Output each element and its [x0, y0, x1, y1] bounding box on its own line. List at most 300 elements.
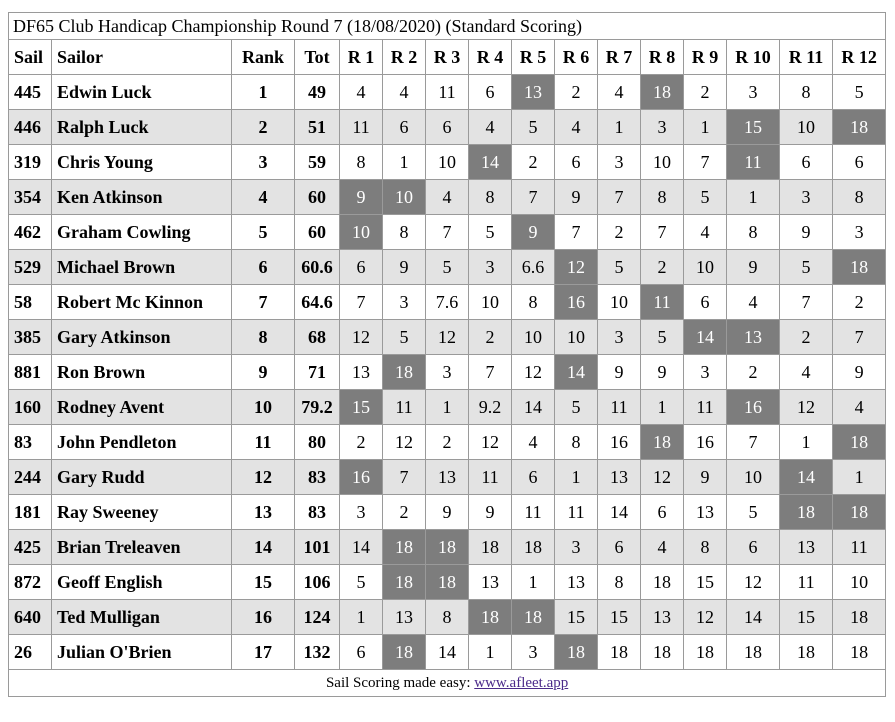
race-score: 6	[780, 145, 833, 180]
sailor-name: Ray Sweeney	[52, 495, 232, 530]
sail-number: 462	[9, 215, 52, 250]
race-score: 4	[426, 180, 469, 215]
rank: 14	[232, 530, 295, 565]
race-score: 8	[684, 530, 727, 565]
total: 83	[295, 495, 340, 530]
table-row	[9, 495, 886, 530]
sail-number: 354	[9, 180, 52, 215]
sail-number: 881	[9, 355, 52, 390]
race-score: 2	[426, 425, 469, 460]
race-score: 7	[727, 425, 780, 460]
race-score: 14	[684, 320, 727, 355]
race-score: 3	[598, 145, 641, 180]
race-score: 9	[598, 355, 641, 390]
race-score: 5	[727, 495, 780, 530]
sail-number: 83	[9, 425, 52, 460]
race-score: 3	[684, 355, 727, 390]
race-score: 11	[684, 390, 727, 425]
rank: 7	[232, 285, 295, 320]
sail-number: 445	[9, 75, 52, 110]
race-score: 6	[684, 285, 727, 320]
rank: 2	[232, 110, 295, 145]
race-score: 13	[555, 565, 598, 600]
results-body	[9, 75, 886, 670]
race-score: 18	[833, 110, 886, 145]
race-score: 12	[512, 355, 555, 390]
table-row	[9, 145, 886, 180]
race-score: 5	[426, 250, 469, 285]
race-score: 11	[426, 75, 469, 110]
race-score: 12	[426, 320, 469, 355]
rank: 17	[232, 635, 295, 670]
race-score: 7	[469, 355, 512, 390]
rank: 16	[232, 600, 295, 635]
sail-number: 640	[9, 600, 52, 635]
race-score: 6	[426, 110, 469, 145]
table-row	[9, 600, 886, 635]
race-score: 5	[555, 390, 598, 425]
race-score: 18	[833, 425, 886, 460]
race-score: 11	[727, 145, 780, 180]
race-score: 18	[383, 565, 426, 600]
race-score: 10	[780, 110, 833, 145]
race-score: 7	[641, 215, 684, 250]
rank: 5	[232, 215, 295, 250]
race-score: 4	[641, 530, 684, 565]
race-score: 3	[833, 215, 886, 250]
race-score: 18	[512, 530, 555, 565]
race-score: 18	[512, 600, 555, 635]
race-score: 13	[426, 460, 469, 495]
race-score: 12	[641, 460, 684, 495]
total: 71	[295, 355, 340, 390]
race-score: 9	[780, 215, 833, 250]
race-score: 4	[780, 355, 833, 390]
race-score: 12	[727, 565, 780, 600]
race-score: 3	[469, 250, 512, 285]
race-score: 14	[555, 355, 598, 390]
sail-number: 58	[9, 285, 52, 320]
header-race-10: R 10	[727, 40, 780, 75]
race-score: 18	[426, 530, 469, 565]
table-row	[9, 250, 886, 285]
race-score: 7	[383, 460, 426, 495]
header-sail: Sail	[9, 40, 52, 75]
total: 68	[295, 320, 340, 355]
total: 124	[295, 600, 340, 635]
race-score: 11	[598, 390, 641, 425]
sailor-name: Ken Atkinson	[52, 180, 232, 215]
race-score: 9	[383, 250, 426, 285]
race-score: 15	[727, 110, 780, 145]
results-table	[8, 12, 886, 697]
race-score: 11	[512, 495, 555, 530]
race-score: 8	[555, 425, 598, 460]
total: 60	[295, 180, 340, 215]
race-score: 15	[555, 600, 598, 635]
table-row	[9, 215, 886, 250]
header-race-11: R 11	[780, 40, 833, 75]
race-score: 8	[833, 180, 886, 215]
race-score: 8	[469, 180, 512, 215]
race-score: 3	[340, 495, 383, 530]
sail-number: 872	[9, 565, 52, 600]
race-score: 10	[555, 320, 598, 355]
race-score: 12	[469, 425, 512, 460]
sailor-name: Graham Cowling	[52, 215, 232, 250]
race-score: 10	[426, 145, 469, 180]
afleet-link[interactable]: www.afleet.app	[474, 674, 569, 691]
sailor-name: Chris Young	[52, 145, 232, 180]
rank: 4	[232, 180, 295, 215]
table-row	[9, 390, 886, 425]
total: 79.2	[295, 390, 340, 425]
race-score: 5	[469, 215, 512, 250]
race-score: 18	[555, 635, 598, 670]
rank: 15	[232, 565, 295, 600]
race-score: 7	[833, 320, 886, 355]
total: 106	[295, 565, 340, 600]
header-race-9: R 9	[684, 40, 727, 75]
sailor-name: Ralph Luck	[52, 110, 232, 145]
race-score: 2	[684, 75, 727, 110]
total: 49	[295, 75, 340, 110]
table-row	[9, 425, 886, 460]
race-score: 9	[684, 460, 727, 495]
race-score: 14	[426, 635, 469, 670]
header-sailor: Sailor	[52, 40, 232, 75]
race-score: 8	[383, 215, 426, 250]
race-score: 14	[780, 460, 833, 495]
rank: 11	[232, 425, 295, 460]
race-score: 16	[555, 285, 598, 320]
race-score: 8	[780, 75, 833, 110]
race-score: 18	[383, 635, 426, 670]
race-score: 3	[555, 530, 598, 565]
total: 60	[295, 215, 340, 250]
race-score: 16	[340, 460, 383, 495]
table-row	[9, 460, 886, 495]
race-score: 18	[641, 635, 684, 670]
race-score: 7	[555, 215, 598, 250]
footer-row	[9, 670, 886, 697]
sail-number: 529	[9, 250, 52, 285]
race-score: 8	[512, 285, 555, 320]
race-score: 11	[780, 565, 833, 600]
race-score: 13	[469, 565, 512, 600]
table-title: DF65 Club Handicap Championship Round 7 (18/08/2020) (Standard Scoring)	[9, 13, 886, 40]
race-score: 18	[641, 75, 684, 110]
race-score: 18	[469, 530, 512, 565]
race-score: 4	[727, 285, 780, 320]
race-score: 7	[426, 215, 469, 250]
sail-number: 446	[9, 110, 52, 145]
total: 132	[295, 635, 340, 670]
race-score: 18	[469, 600, 512, 635]
race-score: 1	[469, 635, 512, 670]
race-score: 10	[340, 215, 383, 250]
race-score: 15	[598, 600, 641, 635]
rank: 3	[232, 145, 295, 180]
race-score: 7	[684, 145, 727, 180]
race-score: 3	[512, 635, 555, 670]
race-score: 13	[727, 320, 780, 355]
race-score: 10	[833, 565, 886, 600]
total: 60.6	[295, 250, 340, 285]
total: 59	[295, 145, 340, 180]
header-race-6: R 6	[555, 40, 598, 75]
race-score: 6	[598, 530, 641, 565]
table-row	[9, 285, 886, 320]
race-score: 18	[426, 565, 469, 600]
table-row	[9, 320, 886, 355]
race-score: 3	[383, 285, 426, 320]
race-score: 2	[383, 495, 426, 530]
race-score: 2	[727, 355, 780, 390]
race-score: 9	[555, 180, 598, 215]
sailor-name: Rodney Avent	[52, 390, 232, 425]
header-race-7: R 7	[598, 40, 641, 75]
race-score: 1	[833, 460, 886, 495]
race-score: 6	[727, 530, 780, 565]
race-score: 12	[780, 390, 833, 425]
race-score: 4	[512, 425, 555, 460]
race-score: 3	[598, 320, 641, 355]
table-row	[9, 565, 886, 600]
total: 101	[295, 530, 340, 565]
race-score: 2	[780, 320, 833, 355]
race-score: 15	[684, 565, 727, 600]
race-score: 9	[512, 215, 555, 250]
race-score: 4	[469, 110, 512, 145]
race-score: 13	[340, 355, 383, 390]
header-race-2: R 2	[383, 40, 426, 75]
race-score: 9	[426, 495, 469, 530]
table-row	[9, 75, 886, 110]
race-score: 18	[727, 635, 780, 670]
race-score: 4	[555, 110, 598, 145]
race-score: 14	[340, 530, 383, 565]
sailor-name: Robert Mc Kinnon	[52, 285, 232, 320]
race-score: 15	[340, 390, 383, 425]
race-score: 7	[598, 180, 641, 215]
race-score: 8	[727, 215, 780, 250]
race-score: 13	[684, 495, 727, 530]
header-race-1: R 1	[340, 40, 383, 75]
race-score: 10	[641, 145, 684, 180]
race-score: 6	[512, 460, 555, 495]
total: 80	[295, 425, 340, 460]
header-race-12: R 12	[833, 40, 886, 75]
race-score: 3	[641, 110, 684, 145]
race-score: 2	[833, 285, 886, 320]
header-race-5: R 5	[512, 40, 555, 75]
race-score: 15	[780, 600, 833, 635]
race-score: 1	[512, 565, 555, 600]
title-row	[9, 13, 886, 40]
race-score: 12	[340, 320, 383, 355]
sailor-name: Brian Treleaven	[52, 530, 232, 565]
sail-number: 244	[9, 460, 52, 495]
race-score: 3	[727, 75, 780, 110]
race-score: 13	[512, 75, 555, 110]
race-score: 16	[684, 425, 727, 460]
race-score: 8	[426, 600, 469, 635]
race-score: 4	[684, 215, 727, 250]
race-score: 9	[469, 495, 512, 530]
race-score: 4	[598, 75, 641, 110]
total: 51	[295, 110, 340, 145]
header-rank: Rank	[232, 40, 295, 75]
table-row	[9, 530, 886, 565]
race-score: 10	[469, 285, 512, 320]
rank: 8	[232, 320, 295, 355]
race-score: 9	[641, 355, 684, 390]
race-score: 12	[684, 600, 727, 635]
race-score: 6	[340, 250, 383, 285]
table-row	[9, 180, 886, 215]
race-score: 18	[383, 355, 426, 390]
race-score: 1	[684, 110, 727, 145]
race-score: 6	[383, 110, 426, 145]
footer	[9, 670, 886, 697]
race-score: 7	[512, 180, 555, 215]
race-score: 18	[780, 635, 833, 670]
race-score: 11	[641, 285, 684, 320]
header-tot: Tot	[295, 40, 340, 75]
race-score: 18	[833, 250, 886, 285]
race-score: 5	[340, 565, 383, 600]
race-score: 9.2	[469, 390, 512, 425]
race-score: 5	[684, 180, 727, 215]
race-score: 6	[641, 495, 684, 530]
race-score: 1	[555, 460, 598, 495]
table-row	[9, 635, 886, 670]
race-score: 18	[641, 565, 684, 600]
race-score: 8	[598, 565, 641, 600]
race-score: 6	[340, 635, 383, 670]
race-score: 7	[340, 285, 383, 320]
sail-number: 26	[9, 635, 52, 670]
race-score: 10	[684, 250, 727, 285]
race-score: 18	[780, 495, 833, 530]
header-race-3: R 3	[426, 40, 469, 75]
race-score: 5	[383, 320, 426, 355]
race-score: 1	[426, 390, 469, 425]
race-score: 9	[340, 180, 383, 215]
race-score: 1	[641, 390, 684, 425]
race-score: 5	[780, 250, 833, 285]
race-score: 11	[340, 110, 383, 145]
sail-number: 160	[9, 390, 52, 425]
sailor-name: Julian O'Brien	[52, 635, 232, 670]
rank: 1	[232, 75, 295, 110]
race-score: 2	[340, 425, 383, 460]
race-score: 4	[340, 75, 383, 110]
race-score: 2	[641, 250, 684, 285]
race-score: 8	[641, 180, 684, 215]
race-score: 18	[598, 635, 641, 670]
table-row	[9, 355, 886, 390]
race-score: 3	[426, 355, 469, 390]
race-score: 12	[555, 250, 598, 285]
race-score: 5	[598, 250, 641, 285]
race-score: 16	[598, 425, 641, 460]
race-score: 11	[833, 530, 886, 565]
race-score: 5	[641, 320, 684, 355]
sailor-name: John Pendleton	[52, 425, 232, 460]
sailor-name: Ron Brown	[52, 355, 232, 390]
race-score: 7	[780, 285, 833, 320]
race-score: 1	[340, 600, 383, 635]
race-score: 1	[727, 180, 780, 215]
sail-number: 181	[9, 495, 52, 530]
race-score: 5	[512, 110, 555, 145]
race-score: 13	[383, 600, 426, 635]
race-score: 12	[383, 425, 426, 460]
race-score: 2	[512, 145, 555, 180]
race-score: 4	[833, 390, 886, 425]
header-race-8: R 8	[641, 40, 684, 75]
rank: 9	[232, 355, 295, 390]
race-score: 11	[383, 390, 426, 425]
rank: 12	[232, 460, 295, 495]
race-score: 16	[727, 390, 780, 425]
race-score: 2	[598, 215, 641, 250]
race-score: 14	[512, 390, 555, 425]
sailor-name: Gary Rudd	[52, 460, 232, 495]
rank: 13	[232, 495, 295, 530]
total: 83	[295, 460, 340, 495]
race-score: 18	[833, 600, 886, 635]
race-score: 11	[555, 495, 598, 530]
race-score: 13	[780, 530, 833, 565]
rank: 10	[232, 390, 295, 425]
sail-number: 319	[9, 145, 52, 180]
race-score: 2	[555, 75, 598, 110]
race-score: 18	[383, 530, 426, 565]
sailor-name: Gary Atkinson	[52, 320, 232, 355]
sailor-name: Edwin Luck	[52, 75, 232, 110]
race-score: 3	[780, 180, 833, 215]
race-score: 5	[833, 75, 886, 110]
race-score: 14	[727, 600, 780, 635]
race-score: 14	[469, 145, 512, 180]
race-score: 13	[598, 460, 641, 495]
race-score: 1	[598, 110, 641, 145]
race-score: 8	[340, 145, 383, 180]
header-race-4: R 4	[469, 40, 512, 75]
total: 64.6	[295, 285, 340, 320]
race-score: 11	[469, 460, 512, 495]
table-row	[9, 110, 886, 145]
race-score: 9	[833, 355, 886, 390]
race-score: 2	[469, 320, 512, 355]
race-score: 6	[833, 145, 886, 180]
sailor-name: Geoff English	[52, 565, 232, 600]
race-score: 10	[727, 460, 780, 495]
sail-number: 385	[9, 320, 52, 355]
race-score: 6.6	[512, 250, 555, 285]
race-score: 1	[383, 145, 426, 180]
sailor-name: Ted Mulligan	[52, 600, 232, 635]
race-score: 10	[383, 180, 426, 215]
race-score: 9	[727, 250, 780, 285]
rank: 6	[232, 250, 295, 285]
race-score: 18	[641, 425, 684, 460]
sail-number: 425	[9, 530, 52, 565]
race-score: 18	[833, 635, 886, 670]
